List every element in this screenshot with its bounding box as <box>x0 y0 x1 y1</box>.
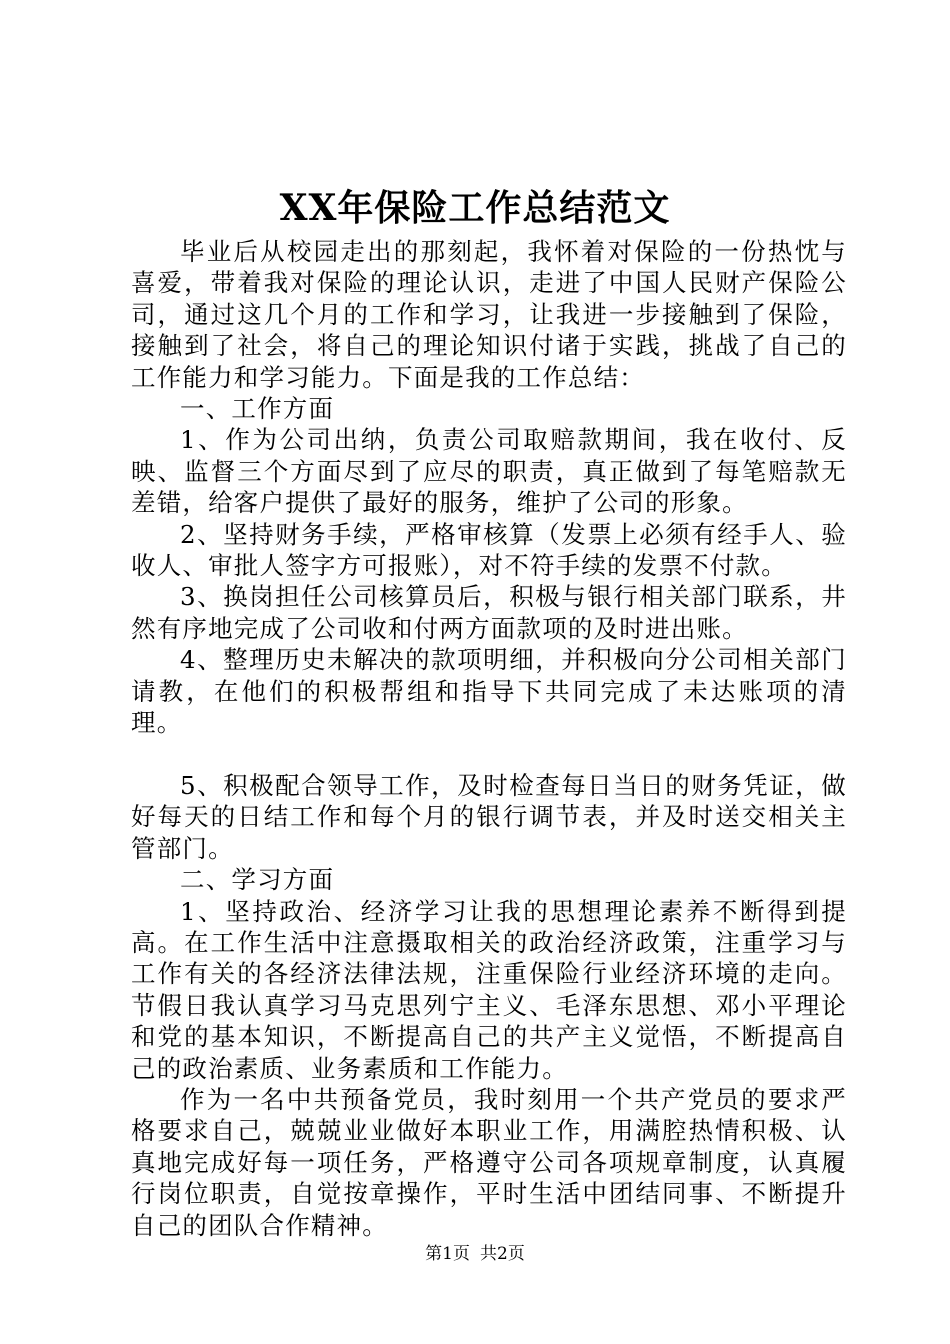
document-title: XX年保险工作总结范文 <box>279 187 671 229</box>
page-number-total: 共2页 <box>480 1244 525 1264</box>
section-heading-work: 一、工作方面 <box>180 394 335 424</box>
work-item-2: 2、坚持财务手续，严格审核算（发票上必须有经手人、验收人、审批人签字方可报账），对不符手续的发票不付款。 <box>131 519 847 581</box>
work-item-4: 4、整理历史未解决的款项明细，并积极向分公司相关部门请教，在他们的积极帮组和指导下共同完成了未达账项的清理。 <box>131 645 847 738</box>
study-item-1: 1、坚持政治、经济学习让我的思想理论素养不断得到提高。在工作生活中注意摄取相关的政治经济政策，注重学习与工作有关的各经济法律法规，注重保险行业经济环境的走向。节假日我认真学习马克思列宁主义、毛泽东思想、邓小平理论和党的基本知识，不断提高自己的共产主义觉悟，不断提高自己的政治素质、业务素质和工作能力。 <box>131 896 847 1083</box>
section-heading-study: 二、学习方面 <box>180 865 335 895</box>
work-item-5: 5、积极配合领导工作，及时检查每日当日的财务凭证，做好每天的日结工作和每个月的银行调节表，并及时送交相关主管部门。 <box>131 770 847 863</box>
work-item-1: 1、作为公司出纳，负责公司取赔款期间，我在收付、反映、监督三个方面尽到了应尽的职责，真正做到了每笔赔款无差错，给客户提供了最好的服务，维护了公司的形象。 <box>131 425 847 518</box>
page-footer <box>0 1243 950 1265</box>
work-item-3: 3、换岗担任公司核算员后，积极与银行相关部门联系，井然有序地完成了公司收和付两方面款项的及时进出账。 <box>131 582 847 643</box>
page-number-current: 第1页 <box>425 1244 470 1264</box>
study-party-paragraph: 作为一名中共预备党员，我时刻用一个共产党员的要求严格要求自己，兢兢业业做好本职业工作，用满腔热情积极、认真地完成好每一项任务，严格遵守公司各项规章制度，认真履行岗位职责，自觉按章操作，平时生活中团结同事、不断提升自己的团队合作精神。 <box>131 1084 847 1240</box>
document-body <box>131 236 847 1241</box>
intro-paragraph: 毕业后从校园走出的那刻起，我怀着对保险的一份热忱与喜爱，带着我对保险的理论认识，走进了中国人民财产保险公司，通过这几个月的工作和学习，让我进一步接触到了保险，接触到了社会，将自己的理论知识付诸于实践，挑战了自己的工作能力和学习能力。下面是我的工作总结： <box>131 237 847 392</box>
